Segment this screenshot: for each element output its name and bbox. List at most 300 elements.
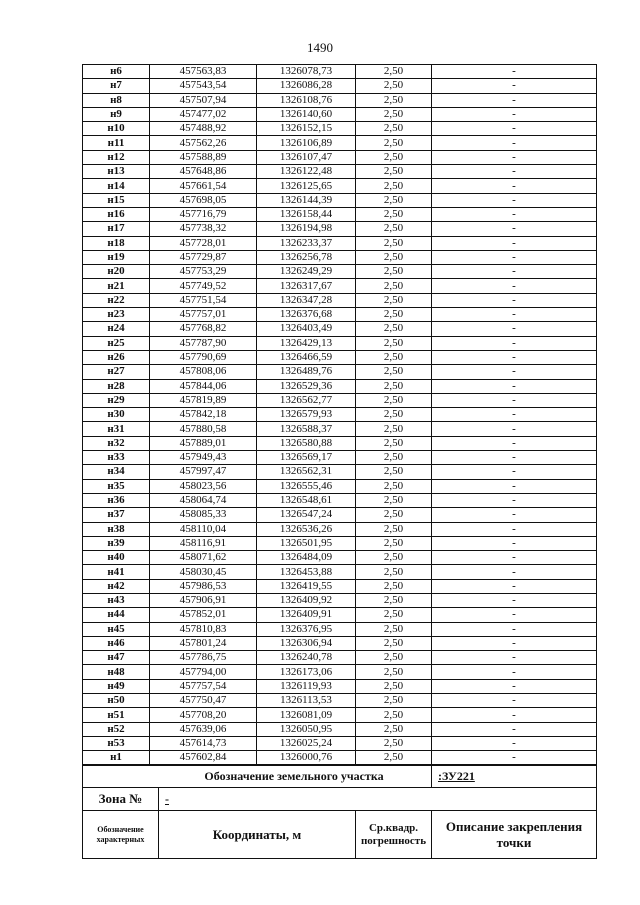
coord-x-cell: 458064,74 [150, 493, 257, 507]
coord-y-cell: 1326152,15 [257, 122, 356, 136]
description-cell: - [432, 293, 597, 307]
coord-y-cell: 1326548,61 [257, 493, 356, 507]
table-row [83, 365, 597, 379]
coord-y-cell: 1326107,47 [257, 150, 356, 164]
table-row [83, 336, 597, 350]
table-row [83, 493, 597, 507]
error-cell: 2,50 [356, 736, 432, 750]
error-cell: 2,50 [356, 207, 432, 221]
page-number: 1490 [307, 40, 333, 55]
point-id-cell: н20 [83, 265, 150, 279]
description-cell: - [432, 222, 597, 236]
table-row [83, 436, 597, 450]
coord-x-cell: 457562,26 [150, 136, 257, 150]
zone-value: - [159, 788, 597, 811]
coord-y-cell: 1326249,29 [257, 265, 356, 279]
coord-y-cell: 1326555,46 [257, 479, 356, 493]
error-cell: 2,50 [356, 250, 432, 264]
point-id-cell: н31 [83, 422, 150, 436]
coord-x-cell: 457614,73 [150, 736, 257, 750]
description-cell: - [432, 350, 597, 364]
description-cell: - [432, 579, 597, 593]
point-id-cell: н43 [83, 593, 150, 607]
table-row [83, 622, 597, 636]
error-cell: 2,50 [356, 365, 432, 379]
coord-y-cell: 1326078,73 [257, 65, 356, 79]
coord-y-cell: 1326429,13 [257, 336, 356, 350]
error-cell: 2,50 [356, 136, 432, 150]
coord-x-cell: 457889,01 [150, 436, 257, 450]
table-row [83, 107, 597, 121]
point-id-cell: н39 [83, 536, 150, 550]
coord-y-cell: 1326306,94 [257, 636, 356, 650]
coord-y-cell: 1326403,49 [257, 322, 356, 336]
description-cell: - [432, 551, 597, 565]
table-row [83, 422, 597, 436]
coord-x-cell: 457768,82 [150, 322, 257, 336]
error-cell: 2,50 [356, 465, 432, 479]
coord-y-cell: 1326409,91 [257, 608, 356, 622]
description-cell: - [432, 665, 597, 679]
error-cell: 2,50 [356, 93, 432, 107]
parcel-designation-row [83, 765, 597, 788]
table-row [83, 322, 597, 336]
point-id-cell: н15 [83, 193, 150, 207]
error-cell: 2,50 [356, 379, 432, 393]
point-id-cell: н46 [83, 636, 150, 650]
error-cell: 2,50 [356, 279, 432, 293]
table-row [83, 536, 597, 550]
table-row [83, 451, 597, 465]
point-id-cell: н32 [83, 436, 150, 450]
table-row [83, 222, 597, 236]
error-cell: 2,50 [356, 193, 432, 207]
coord-x-cell: 457844,06 [150, 379, 257, 393]
description-cell: - [432, 622, 597, 636]
coord-x-cell: 457738,32 [150, 222, 257, 236]
coord-y-cell: 1326588,37 [257, 422, 356, 436]
point-id-cell: н27 [83, 365, 150, 379]
coord-x-cell: 457507,94 [150, 93, 257, 107]
description-cell: - [432, 65, 597, 79]
description-cell: - [432, 679, 597, 693]
description-cell: - [432, 179, 597, 193]
coord-x-cell: 457790,69 [150, 350, 257, 364]
coord-y-cell: 1326256,78 [257, 250, 356, 264]
coordinates-table [82, 64, 597, 766]
table-row [83, 736, 597, 750]
table-row [83, 479, 597, 493]
error-cell: 2,50 [356, 236, 432, 250]
description-cell: - [432, 250, 597, 264]
description-cell: - [432, 636, 597, 650]
description-cell: - [432, 279, 597, 293]
coord-y-cell: 1326194,98 [257, 222, 356, 236]
error-cell: 2,50 [356, 350, 432, 364]
error-cell: 2,50 [356, 165, 432, 179]
error-cell: 2,50 [356, 708, 432, 722]
coord-y-cell: 1326125,65 [257, 179, 356, 193]
description-cell: - [432, 593, 597, 607]
error-cell: 2,50 [356, 551, 432, 565]
description-cell: - [432, 493, 597, 507]
coord-x-cell: 457819,89 [150, 393, 257, 407]
coord-y-cell: 1326081,09 [257, 708, 356, 722]
coord-y-cell: 1326233,37 [257, 236, 356, 250]
description-cell: - [432, 736, 597, 750]
error-cell: 2,50 [356, 293, 432, 307]
table-row [83, 651, 597, 665]
coord-y-cell: 1326086,28 [257, 79, 356, 93]
coord-y-cell: 1326569,17 [257, 451, 356, 465]
coord-x-cell: 457588,89 [150, 150, 257, 164]
description-cell: - [432, 422, 597, 436]
error-cell: 2,50 [356, 393, 432, 407]
coord-x-cell: 457880,58 [150, 422, 257, 436]
coord-x-cell: 457661,54 [150, 179, 257, 193]
error-cell: 2,50 [356, 694, 432, 708]
col-header-description: Описание закрепления точки [432, 811, 597, 859]
error-cell: 2,50 [356, 608, 432, 622]
description-cell: - [432, 436, 597, 450]
error-cell: 2,50 [356, 265, 432, 279]
point-id-cell: н47 [83, 651, 150, 665]
coord-x-cell: 457808,06 [150, 365, 257, 379]
point-id-cell: н53 [83, 736, 150, 750]
point-id-cell: н22 [83, 293, 150, 307]
coord-x-cell: 457488,92 [150, 122, 257, 136]
description-cell: - [432, 408, 597, 422]
coord-x-cell: 458116,91 [150, 536, 257, 550]
error-cell: 2,50 [356, 479, 432, 493]
description-cell: - [432, 522, 597, 536]
error-cell: 2,50 [356, 679, 432, 693]
description-cell: - [432, 508, 597, 522]
coord-x-cell: 457810,83 [150, 622, 257, 636]
parcel-designation-value: :ЗУ221 [432, 765, 597, 788]
table-row [83, 122, 597, 136]
table-row [83, 93, 597, 107]
coord-x-cell: 457477,02 [150, 107, 257, 121]
description-cell: - [432, 193, 597, 207]
point-id-cell: н21 [83, 279, 150, 293]
coord-x-cell: 457698,05 [150, 193, 257, 207]
description-cell: - [432, 751, 597, 765]
point-id-cell: н37 [83, 508, 150, 522]
coord-x-cell: 457786,75 [150, 651, 257, 665]
error-cell: 2,50 [356, 150, 432, 164]
point-id-cell: н45 [83, 622, 150, 636]
error-cell: 2,50 [356, 179, 432, 193]
point-id-cell: н44 [83, 608, 150, 622]
point-id-cell: н33 [83, 451, 150, 465]
coord-x-cell: 457716,79 [150, 207, 257, 221]
error-cell: 2,50 [356, 508, 432, 522]
coord-x-cell: 457648,86 [150, 165, 257, 179]
point-id-cell: н48 [83, 665, 150, 679]
coord-x-cell: 457757,01 [150, 308, 257, 322]
point-id-cell: н25 [83, 336, 150, 350]
coord-y-cell: 1326484,09 [257, 551, 356, 565]
error-cell: 2,50 [356, 651, 432, 665]
coord-y-cell: 1326376,95 [257, 622, 356, 636]
table-row [83, 393, 597, 407]
table-row [83, 136, 597, 150]
coord-x-cell: 457708,20 [150, 708, 257, 722]
col-header-coordinates: Координаты, м [159, 811, 356, 859]
table-row [83, 265, 597, 279]
error-cell: 2,50 [356, 751, 432, 765]
table-row [83, 722, 597, 736]
point-id-cell: н36 [83, 493, 150, 507]
point-id-cell: н29 [83, 393, 150, 407]
coord-x-cell: 457749,52 [150, 279, 257, 293]
description-cell: - [432, 122, 597, 136]
error-cell: 2,50 [356, 722, 432, 736]
point-id-cell: н18 [83, 236, 150, 250]
description-cell: - [432, 608, 597, 622]
coord-x-cell: 457563,83 [150, 65, 257, 79]
error-cell: 2,50 [356, 593, 432, 607]
coord-x-cell: 458085,33 [150, 508, 257, 522]
coord-x-cell: 457801,24 [150, 636, 257, 650]
error-cell: 2,50 [356, 579, 432, 593]
description-cell: - [432, 479, 597, 493]
error-cell: 2,50 [356, 336, 432, 350]
description-cell: - [432, 150, 597, 164]
point-id-cell: н17 [83, 222, 150, 236]
coord-x-cell: 458071,62 [150, 551, 257, 565]
error-cell: 2,50 [356, 107, 432, 121]
point-id-cell: н19 [83, 250, 150, 264]
description-cell: - [432, 379, 597, 393]
table-row [83, 679, 597, 693]
coord-y-cell: 1326025,24 [257, 736, 356, 750]
point-id-cell: н7 [83, 79, 150, 93]
coord-x-cell: 457728,01 [150, 236, 257, 250]
point-id-cell: н42 [83, 579, 150, 593]
description-cell: - [432, 393, 597, 407]
coord-x-cell: 457794,00 [150, 665, 257, 679]
coordinates-table-body [83, 65, 597, 766]
coord-x-cell: 457787,90 [150, 336, 257, 350]
table-row [83, 165, 597, 179]
description-cell: - [432, 694, 597, 708]
coord-y-cell: 1326376,68 [257, 308, 356, 322]
table-row [83, 279, 597, 293]
point-id-cell: н13 [83, 165, 150, 179]
error-cell: 2,50 [356, 79, 432, 93]
error-cell: 2,50 [356, 322, 432, 336]
error-cell: 2,50 [356, 622, 432, 636]
coord-y-cell: 1326108,76 [257, 93, 356, 107]
error-cell: 2,50 [356, 522, 432, 536]
coord-x-cell: 457750,47 [150, 694, 257, 708]
col-header-point: Обозначение характерных [83, 811, 159, 859]
table-row [83, 694, 597, 708]
table-row [83, 565, 597, 579]
coord-y-cell: 1326501,95 [257, 536, 356, 550]
coord-y-cell: 1326317,67 [257, 279, 356, 293]
error-cell: 2,50 [356, 422, 432, 436]
coord-x-cell: 457729,87 [150, 250, 257, 264]
coord-y-cell: 1326106,89 [257, 136, 356, 150]
table-row [83, 250, 597, 264]
coord-y-cell: 1326489,76 [257, 365, 356, 379]
table-row [83, 465, 597, 479]
table-row [83, 636, 597, 650]
error-cell: 2,50 [356, 122, 432, 136]
table-row [83, 308, 597, 322]
description-cell: - [432, 451, 597, 465]
coord-y-cell: 1326158,44 [257, 207, 356, 221]
point-id-cell: н24 [83, 322, 150, 336]
error-cell: 2,50 [356, 565, 432, 579]
error-cell: 2,50 [356, 408, 432, 422]
point-id-cell: н40 [83, 551, 150, 565]
zone-row [83, 788, 597, 811]
point-id-cell: н23 [83, 308, 150, 322]
point-id-cell: н10 [83, 122, 150, 136]
coord-x-cell: 457852,01 [150, 608, 257, 622]
coord-x-cell: 458030,45 [150, 565, 257, 579]
coord-x-cell: 457753,29 [150, 265, 257, 279]
point-id-cell: н9 [83, 107, 150, 121]
error-cell: 2,50 [356, 436, 432, 450]
coord-y-cell: 1326547,24 [257, 508, 356, 522]
coord-y-cell: 1326580,88 [257, 436, 356, 450]
coord-x-cell: 457986,53 [150, 579, 257, 593]
error-cell: 2,50 [356, 65, 432, 79]
point-id-cell: н41 [83, 565, 150, 579]
point-id-cell: н28 [83, 379, 150, 393]
point-id-cell: н8 [83, 93, 150, 107]
table-row [83, 179, 597, 193]
description-cell: - [432, 79, 597, 93]
coord-x-cell: 457842,18 [150, 408, 257, 422]
coord-x-cell: 457751,54 [150, 293, 257, 307]
description-cell: - [432, 322, 597, 336]
coord-y-cell: 1326579,93 [257, 408, 356, 422]
description-cell: - [432, 336, 597, 350]
error-cell: 2,50 [356, 665, 432, 679]
coord-y-cell: 1326419,55 [257, 579, 356, 593]
coord-y-cell: 1326000,76 [257, 751, 356, 765]
table-row [83, 522, 597, 536]
point-id-cell: н11 [83, 136, 150, 150]
coord-y-cell: 1326122,48 [257, 165, 356, 179]
table-row [83, 665, 597, 679]
point-id-cell: н52 [83, 722, 150, 736]
error-cell: 2,50 [356, 451, 432, 465]
col-header-error: Ср.квадр. погрешность [356, 811, 432, 859]
error-cell: 2,50 [356, 493, 432, 507]
coord-y-cell: 1326144,39 [257, 193, 356, 207]
description-cell: - [432, 236, 597, 250]
table-row [83, 193, 597, 207]
coord-y-cell: 1326529,36 [257, 379, 356, 393]
error-cell: 2,50 [356, 636, 432, 650]
table-row [83, 508, 597, 522]
coord-x-cell: 457639,06 [150, 722, 257, 736]
error-cell: 2,50 [356, 308, 432, 322]
point-id-cell: н30 [83, 408, 150, 422]
description-cell: - [432, 207, 597, 221]
coord-x-cell: 457757,54 [150, 679, 257, 693]
description-cell: - [432, 536, 597, 550]
error-cell: 2,50 [356, 536, 432, 550]
point-id-cell: н14 [83, 179, 150, 193]
parcel-table [82, 764, 597, 859]
coord-y-cell: 1326119,93 [257, 679, 356, 693]
table-row [83, 79, 597, 93]
point-id-cell: н35 [83, 479, 150, 493]
coord-y-cell: 1326536,26 [257, 522, 356, 536]
coord-y-cell: 1326113,53 [257, 694, 356, 708]
coord-y-cell: 1326562,77 [257, 393, 356, 407]
table-row [83, 551, 597, 565]
coord-y-cell: 1326140,60 [257, 107, 356, 121]
description-cell: - [432, 265, 597, 279]
description-cell: - [432, 465, 597, 479]
coord-y-cell: 1326240,78 [257, 651, 356, 665]
description-cell: - [432, 136, 597, 150]
table-row [83, 150, 597, 164]
coord-y-cell: 1326347,28 [257, 293, 356, 307]
coord-x-cell: 458110,04 [150, 522, 257, 536]
description-cell: - [432, 107, 597, 121]
coord-x-cell: 457906,91 [150, 593, 257, 607]
coord-y-cell: 1326173,06 [257, 665, 356, 679]
point-id-cell: н26 [83, 350, 150, 364]
coord-y-cell: 1326562,31 [257, 465, 356, 479]
table-row [83, 350, 597, 364]
point-id-cell: н16 [83, 207, 150, 221]
table-row [83, 751, 597, 765]
table-header-row [83, 811, 597, 859]
point-id-cell: н50 [83, 694, 150, 708]
description-cell: - [432, 93, 597, 107]
coord-y-cell: 1326409,92 [257, 593, 356, 607]
table-row [83, 379, 597, 393]
coord-x-cell: 457949,43 [150, 451, 257, 465]
point-id-cell: н49 [83, 679, 150, 693]
description-cell: - [432, 565, 597, 579]
point-id-cell: н51 [83, 708, 150, 722]
coord-x-cell: 458023,56 [150, 479, 257, 493]
table-row [83, 593, 597, 607]
table-row [83, 207, 597, 221]
description-cell: - [432, 708, 597, 722]
point-id-cell: н1 [83, 751, 150, 765]
table-row [83, 579, 597, 593]
point-id-cell: н38 [83, 522, 150, 536]
coord-y-cell: 1326466,59 [257, 350, 356, 364]
coord-y-cell: 1326453,88 [257, 565, 356, 579]
description-cell: - [432, 365, 597, 379]
coord-y-cell: 1326050,95 [257, 722, 356, 736]
coord-x-cell: 457997,47 [150, 465, 257, 479]
error-cell: 2,50 [356, 222, 432, 236]
table-row [83, 65, 597, 79]
parcel-designation-label: Обозначение земельного участка [83, 765, 432, 788]
table-row [83, 608, 597, 622]
table-row [83, 408, 597, 422]
table-row [83, 236, 597, 250]
table-row [83, 708, 597, 722]
description-cell: - [432, 722, 597, 736]
zone-label: Зона № [83, 788, 159, 811]
